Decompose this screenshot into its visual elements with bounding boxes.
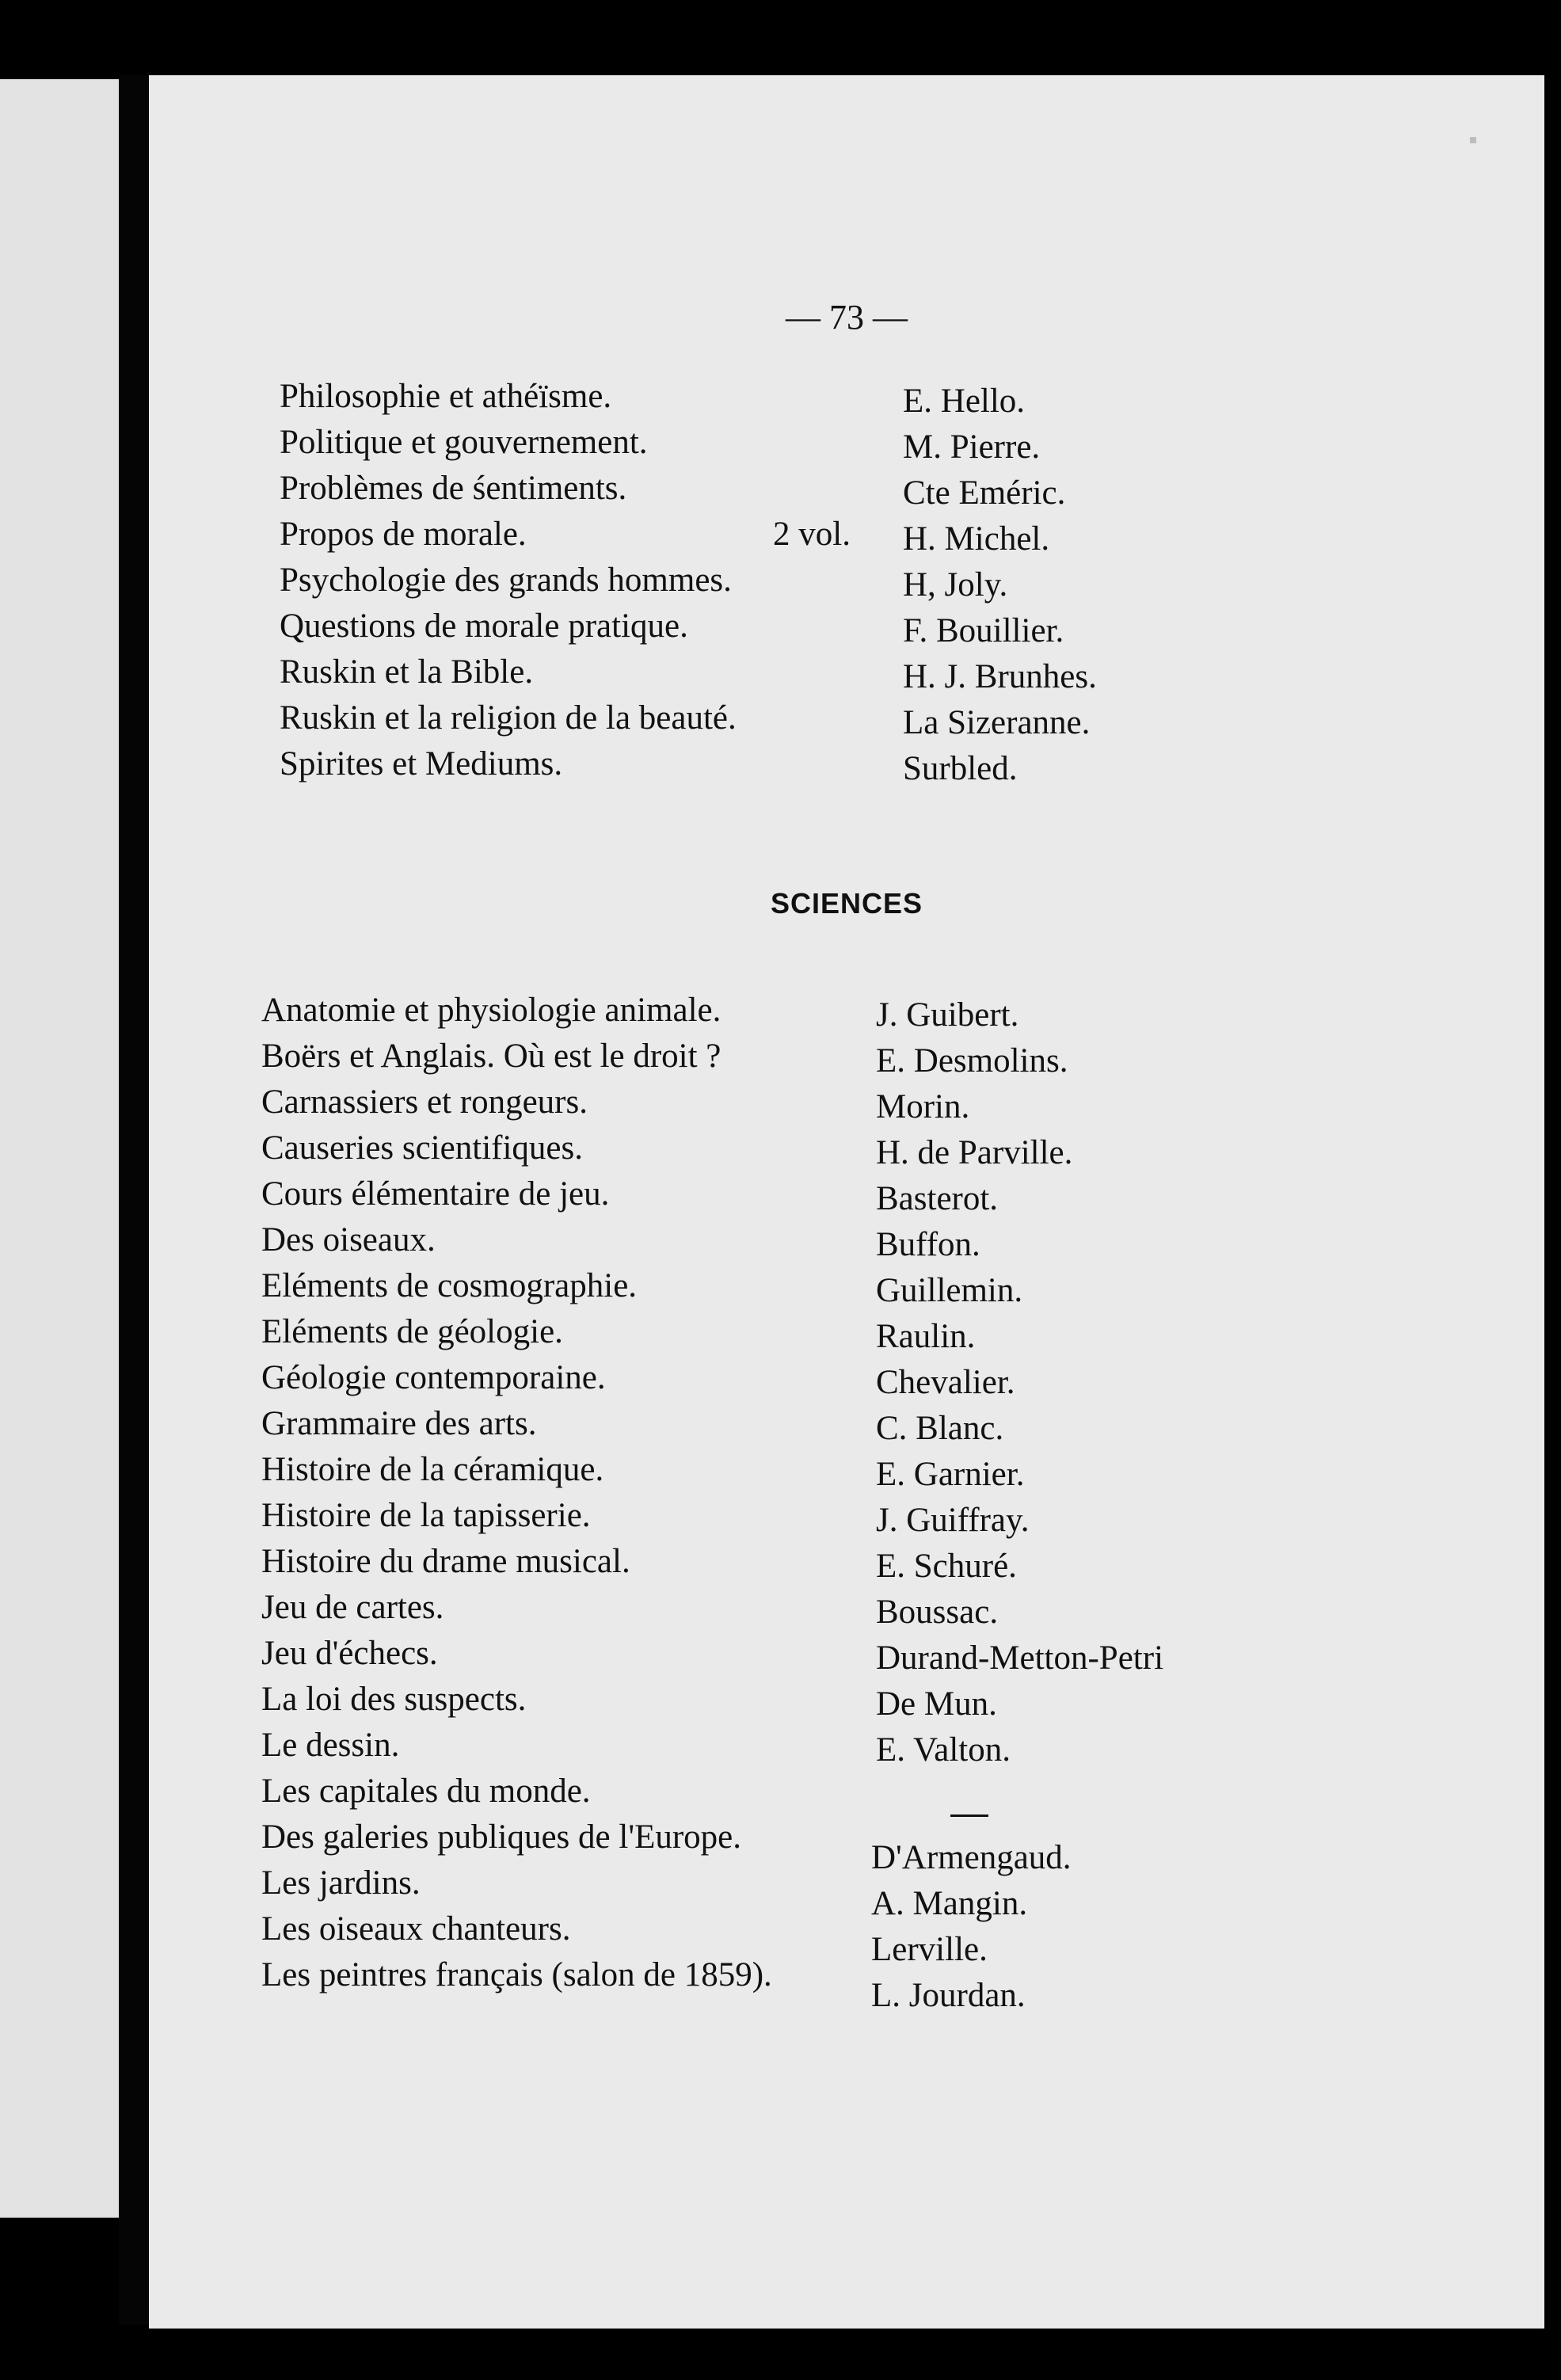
- book-title: Les capitales du monde.: [261, 1773, 591, 1810]
- section1-authors: [903, 379, 1097, 792]
- author-name: E. Valton.: [876, 1731, 1011, 1769]
- author-name: Basterot.: [876, 1180, 999, 1217]
- book-title: Des galeries publiques de l'Europe.: [261, 1818, 741, 1856]
- author-name: C. Blanc.: [876, 1410, 1004, 1447]
- author-name: Boussac.: [876, 1594, 999, 1631]
- author-name: E. Schuré.: [876, 1548, 1017, 1585]
- author-name: M. Pierre.: [903, 428, 1041, 466]
- author-name: Lerville.: [871, 1931, 988, 1968]
- book-title: Spirites et Mediums.: [280, 745, 563, 783]
- author-name: Cte Eméric.: [903, 474, 1066, 512]
- volume-note: 2 vol.: [773, 516, 851, 553]
- book-title: Causeries scientifiques.: [261, 1129, 584, 1167]
- section2-authors-continued: [871, 1835, 1072, 2019]
- book-title: Anatomie et physiologie animale.: [261, 992, 721, 1029]
- book-title: Histoire de la tapisserie.: [261, 1497, 591, 1534]
- author-name: Guillemin.: [876, 1272, 1023, 1309]
- author-name: H. de Parville.: [876, 1134, 1073, 1171]
- author-name: Morin.: [876, 1088, 970, 1125]
- author-name: F. Bouillier.: [903, 612, 1064, 649]
- book-title: Boërs et Anglais. Où est le droit ?: [261, 1038, 721, 1075]
- book-title: Grammaire des arts.: [261, 1405, 537, 1442]
- book-title: Histoire du drame musical.: [261, 1543, 630, 1580]
- book-title: Géologie contemporaine.: [261, 1359, 606, 1396]
- author-name: H. Michel.: [903, 520, 1050, 558]
- author-name: D'Armengaud.: [871, 1839, 1072, 1876]
- book-title: Les oiseaux chanteurs.: [261, 1910, 571, 1948]
- book-title: La loi des suspects.: [261, 1681, 527, 1718]
- section2-titles: [261, 988, 772, 1998]
- book-title: Propos de morale.: [280, 516, 527, 553]
- book-title: Des oiseaux.: [261, 1221, 436, 1259]
- book-title: Les jardins.: [261, 1864, 421, 1902]
- author-name: H, Joly.: [903, 566, 1008, 604]
- author-name: Durand-Metton-Petri: [876, 1639, 1164, 1677]
- section-heading-sciences: SCIENCES: [770, 887, 923, 920]
- book-title: Le dessin.: [261, 1727, 400, 1764]
- author-name: H. J. Brunhes.: [903, 658, 1097, 695]
- author-name: Surbled.: [903, 750, 1018, 787]
- book-page: [149, 75, 1544, 2329]
- section1-titles: [280, 374, 737, 787]
- book-title: Eléments de géologie.: [261, 1313, 563, 1350]
- author-name: La Sizeranne.: [903, 704, 1091, 741]
- scan-speck: [1470, 137, 1476, 143]
- book-title: Eléments de cosmographie.: [261, 1267, 638, 1304]
- author-name: E. Garnier.: [876, 1456, 1025, 1493]
- book-title: Questions de morale pratique.: [280, 607, 688, 645]
- book-title: Histoire de la céramique.: [261, 1451, 604, 1488]
- book-title: Psychologie des grands hommes.: [280, 562, 732, 599]
- book-title: Jeu de cartes.: [261, 1589, 444, 1626]
- author-name: J. Guibert.: [876, 996, 1019, 1034]
- page-number: — 73 —: [786, 298, 908, 337]
- book-title: Ruskin et la religion de la beauté.: [280, 699, 737, 737]
- book-title: Jeu d'échecs.: [261, 1635, 438, 1672]
- ditto-dash: [950, 1815, 988, 1817]
- page-shadow-bar: [119, 75, 149, 2325]
- author-name: Raulin.: [876, 1318, 976, 1355]
- book-title: Problèmes de śentiments.: [280, 470, 627, 507]
- book-title: Politique et gouvernement.: [280, 424, 648, 461]
- adjacent-page-edge: [0, 79, 119, 2218]
- book-title: Ruskin et la Bible.: [280, 653, 534, 691]
- book-title: Les peintres français (salon de 1859).: [261, 1956, 772, 1993]
- section2-authors: [876, 992, 1163, 1773]
- author-name: J. Guiffray.: [876, 1502, 1030, 1539]
- book-title: Carnassiers et rongeurs.: [261, 1083, 588, 1121]
- author-name: Chevalier.: [876, 1364, 1015, 1401]
- author-name: L. Jourdan.: [871, 1977, 1026, 2014]
- book-title: Cours élémentaire de jeu.: [261, 1175, 610, 1213]
- author-name: E. Desmolins.: [876, 1042, 1068, 1080]
- book-title: Philosophie et athéïsme.: [280, 378, 612, 415]
- author-name: A. Mangin.: [871, 1885, 1028, 1922]
- author-name: De Mun.: [876, 1685, 997, 1723]
- author-name: Buffon.: [876, 1226, 980, 1263]
- author-name: E. Hello.: [903, 383, 1026, 420]
